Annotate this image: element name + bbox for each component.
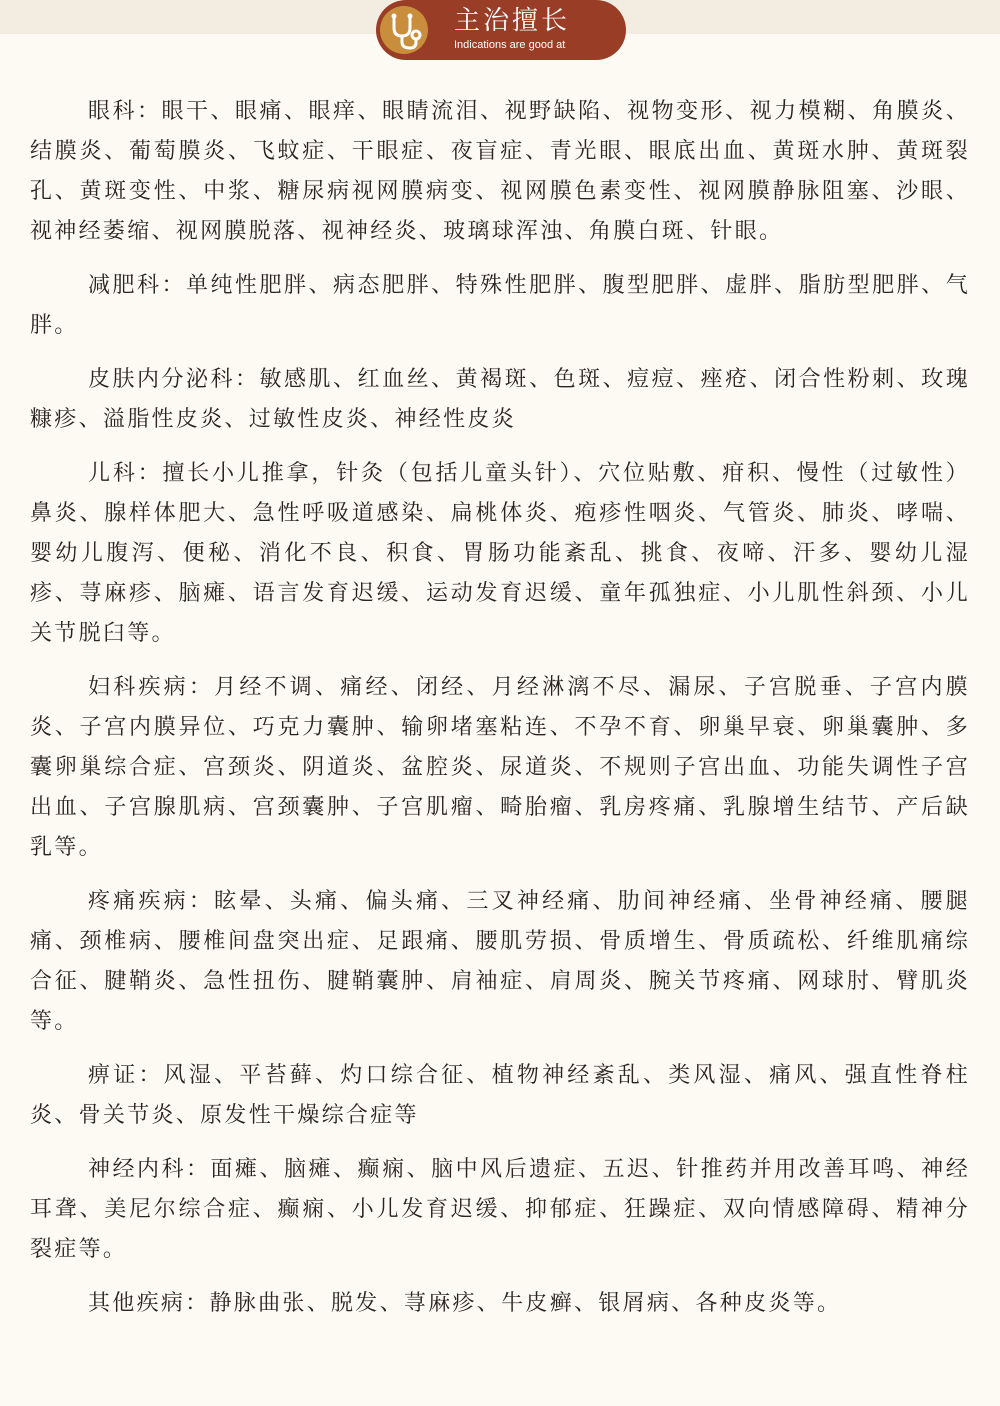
indications-list [30, 92, 970, 1338]
section-other: 其他疾病：静脉曲张、脱发、荨麻疹、牛皮癣、银屑病、各种皮炎等。 [88, 1291, 842, 1316]
section-ophthalmology: 眼科：眼干、眼痛、眼痒、眼睛流泪、视野缺陷、视物变形、视力模糊、角膜炎、结膜炎、葡萄膜炎、飞蚊症、干眼症、夜盲症、青光眼、眼底出血、黄斑水肿、黄斑裂孔、黄斑变性、中浆、糖尿病视网膜病变、视网膜色素变性、视网膜静脉阻塞、沙眼、视神经萎缩、视网膜脱落、视神经炎、玻璃球浑浊、角膜白斑、针眼。 [30, 99, 970, 244]
section-title: 主治擅长 [454, 6, 571, 36]
section-subtitle: Indications are good at [454, 39, 566, 51]
section-dermatology-endocrine: 皮肤内分泌科：敏感肌、红血丝、黄褐斑、色斑、痘痘、痤疮、闭合性粉刺、玫瑰糠疹、溢脂性皮炎、过敏性皮炎、神经性皮炎 [30, 367, 970, 432]
section-neurology: 神经内科：面瘫、脑瘫、癫痫、脑中风后遗症、五迟、针推药并用改善耳鸣、神经耳聋、美尼尔综合症、癫痫、小儿发育迟缓、抑郁症、狂躁症、双向情感障碍、精神分裂症等。 [30, 1157, 970, 1262]
stethoscope-icon [380, 6, 428, 54]
section-header-badge [376, 0, 626, 60]
section-weight-loss: 减肥科：单纯性肥胖、病态肥胖、特殊性肥胖、腹型肥胖、虚胖、脂肪型肥胖、气胖。 [30, 273, 970, 338]
section-pain: 疼痛疾病：眩晕、头痛、偏头痛、三叉神经痛、肋间神经痛、坐骨神经痛、腰腿痛、颈椎病、腰椎间盘突出症、足跟痛、腰肌劳损、骨质增生、骨质疏松、纤维肌痛综合征、腱鞘炎、急性扭伤、腱鞘囊肿、肩袖症、肩周炎、腕关节疼痛、网球肘、臂肌炎等。 [30, 889, 970, 1034]
section-pediatrics: 儿科：擅长小儿推拿，针灸（包括儿童头针）、穴位贴敷、疳积、慢性（过敏性）鼻炎、腺样体肥大、急性呼吸道感染、扁桃体炎、疱疹性咽炎、气管炎、肺炎、哮喘、婴幼儿腹泻、便秘、消化不良、积食、胃肠功能紊乱、挑食、夜啼、汗多、婴幼儿湿疹、荨麻疹、脑瘫、语言发育迟缓、运动发育迟缓、童年孤独症、小儿肌性斜颈、小儿关节脱臼等。 [30, 461, 970, 646]
section-bi-syndrome: 痹证：风湿、平苔藓、灼口综合征、植物神经紊乱、类风湿、痛风、强直性脊柱炎、骨关节炎、原发性干燥综合症等 [30, 1063, 970, 1128]
section-gynecology: 妇科疾病：月经不调、痛经、闭经、月经淋漓不尽、漏尿、子宫脱垂、子宫内膜炎、子宫内膜异位、巧克力囊肿、输卵堵塞粘连、不孕不育、卵巢早衰、卵巢囊肿、多囊卵巢综合症、宫颈炎、阴道炎、盆腔炎、尿道炎、不规则子宫出血、功能失调性子宫出血、子宫腺肌病、宫颈囊肿、子宫肌瘤、畸胎瘤、乳房疼痛、乳腺增生结节、产后缺乳等。 [30, 675, 970, 860]
